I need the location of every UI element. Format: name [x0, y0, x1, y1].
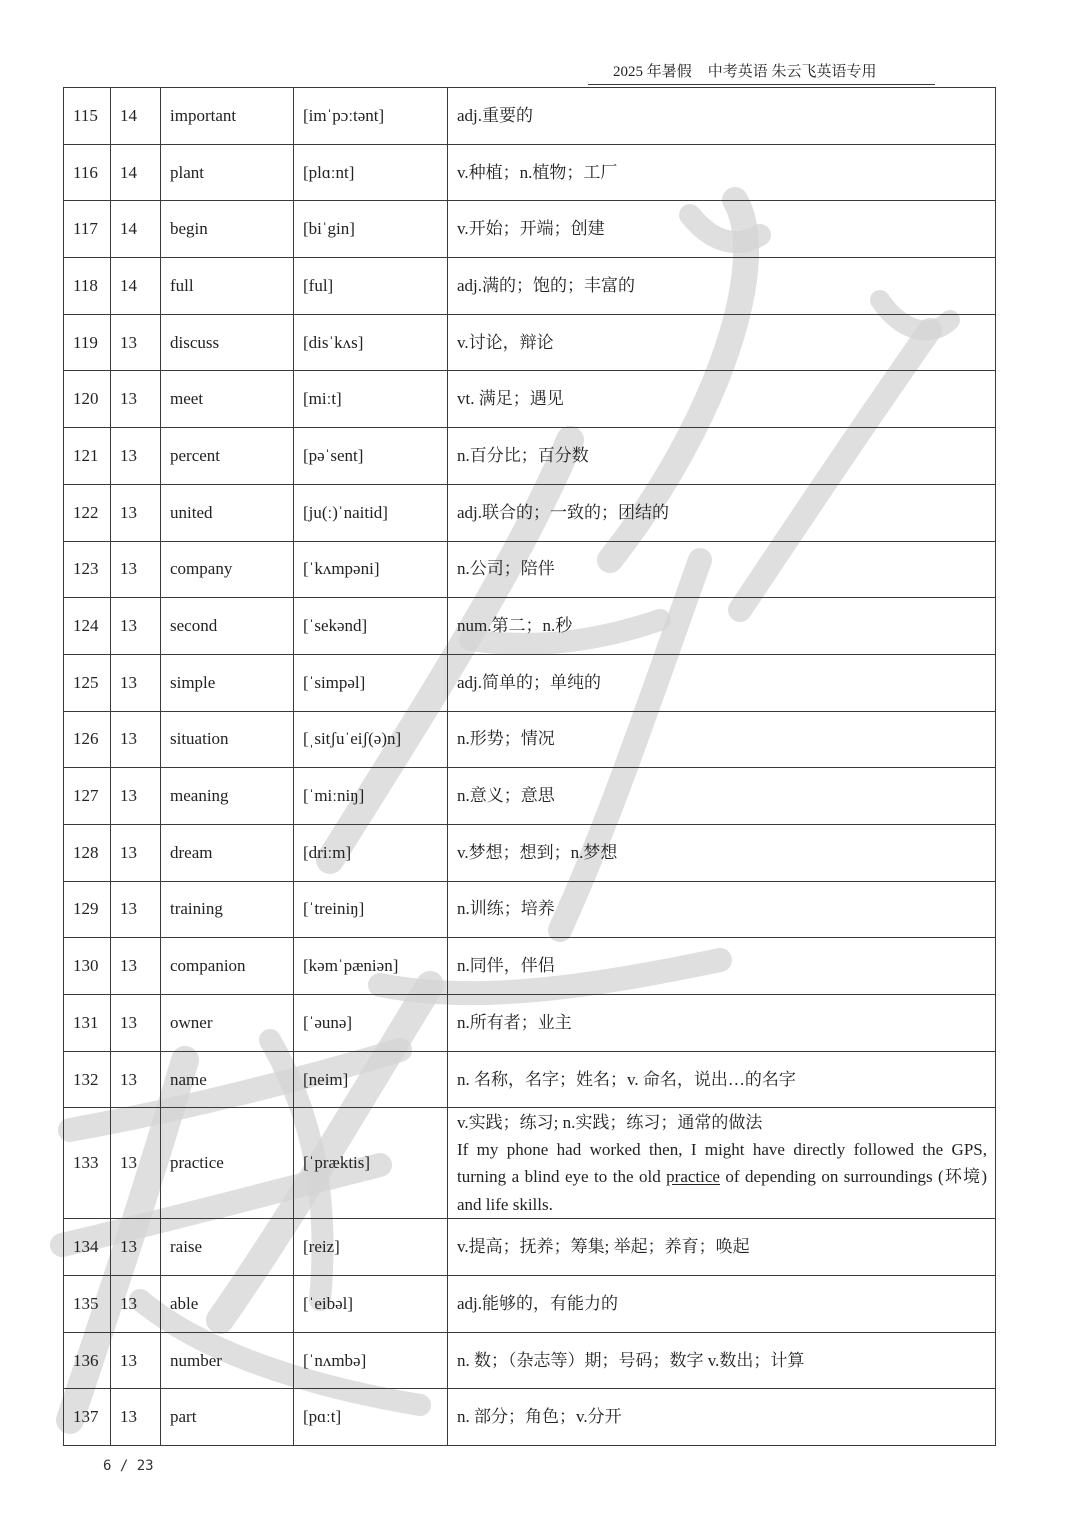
cell-word: dream: [161, 824, 294, 881]
table-row: [64, 881, 996, 938]
example-after: of depending on surroundings (环境) and life skills.: [457, 1167, 988, 1214]
cell-phonetic: [plɑːnt]: [294, 144, 448, 201]
cell-frequency: 13: [111, 995, 161, 1052]
cell-frequency: 14: [111, 258, 161, 315]
table-row: [64, 938, 996, 995]
header-term: 2025 年暑假: [613, 64, 692, 80]
cell-meaning: v.提高；抚养；筹集; 举起；养育；唤起: [448, 1219, 996, 1276]
cell-phonetic: [ˈeibəl]: [294, 1276, 448, 1333]
cell-meaning: n.公司；陪伴: [448, 541, 996, 598]
cell-meaning: adj.重要的: [448, 88, 996, 145]
cell-phonetic: [ˌsitʃuˈeiʃ(ə)n]: [294, 711, 448, 768]
table-row: [64, 1276, 996, 1333]
cell-phonetic: [ju(ː)ˈnaitid]: [294, 484, 448, 541]
cell-word: name: [161, 1051, 294, 1108]
table-row: [64, 144, 996, 201]
cell-phonetic: [ful]: [294, 258, 448, 315]
cell-word: united: [161, 484, 294, 541]
table-row: [64, 428, 996, 485]
cell-phonetic: [miːt]: [294, 371, 448, 428]
table-row: [64, 314, 996, 371]
cell-word: number: [161, 1332, 294, 1389]
table-row: [64, 1108, 996, 1219]
cell-word: able: [161, 1276, 294, 1333]
table-row: [64, 1051, 996, 1108]
table-row: [64, 541, 996, 598]
cell-meaning: n.意义；意思: [448, 768, 996, 825]
cell-frequency: 13: [111, 711, 161, 768]
cell-frequency: 13: [111, 654, 161, 711]
cell-frequency: 13: [111, 484, 161, 541]
example-sentence: [457, 1136, 987, 1218]
table-row: [64, 201, 996, 258]
cell-row-number: 134: [64, 1219, 111, 1276]
cell-phonetic: [pɑːt]: [294, 1389, 448, 1446]
cell-meaning: adj.联合的；一致的；团结的: [448, 484, 996, 541]
cell-frequency: 13: [111, 428, 161, 485]
cell-row-number: 122: [64, 484, 111, 541]
cell-word: meaning: [161, 768, 294, 825]
cell-meaning: n.所有者；业主: [448, 995, 996, 1052]
cell-row-number: 131: [64, 995, 111, 1052]
cell-meaning: v.种植；n.植物；工厂: [448, 144, 996, 201]
cell-row-number: 135: [64, 1276, 111, 1333]
cell-phonetic: [driːm]: [294, 824, 448, 881]
cell-phonetic: [ˈtreiniŋ]: [294, 881, 448, 938]
cell-word: raise: [161, 1219, 294, 1276]
cell-word: company: [161, 541, 294, 598]
table-row: [64, 711, 996, 768]
cell-frequency: 14: [111, 144, 161, 201]
cell-frequency: 13: [111, 371, 161, 428]
cell-row-number: 116: [64, 144, 111, 201]
cell-meaning: v.讨论，辩论: [448, 314, 996, 371]
page-header: [613, 62, 877, 82]
cell-phonetic: [kəmˈpæniən]: [294, 938, 448, 995]
cell-row-number: 118: [64, 258, 111, 315]
table-row: [64, 258, 996, 315]
cell-meaning: n. 部分；角色；v.分开: [448, 1389, 996, 1446]
table-row: [64, 88, 996, 145]
table-row: [64, 484, 996, 541]
cell-word: second: [161, 598, 294, 655]
table-row: [64, 768, 996, 825]
cell-meaning: n.形势；情况: [448, 711, 996, 768]
cell-frequency: 14: [111, 88, 161, 145]
cell-word: companion: [161, 938, 294, 995]
table-row: [64, 371, 996, 428]
cell-meaning: adj.简单的；单纯的: [448, 654, 996, 711]
cell-row-number: 132: [64, 1051, 111, 1108]
meaning-text: v.实践；练习; n.实践；练习；通常的做法: [457, 1112, 763, 1132]
cell-meaning: vt. 满足；遇见: [448, 371, 996, 428]
cell-phonetic: [imˈpɔːtənt]: [294, 88, 448, 145]
cell-phonetic: [reiz]: [294, 1219, 448, 1276]
cell-phonetic: [ˈsekənd]: [294, 598, 448, 655]
cell-phonetic: [ˈpræktis]: [294, 1108, 448, 1219]
cell-row-number: 130: [64, 938, 111, 995]
cell-row-number: 124: [64, 598, 111, 655]
table-row: [64, 1219, 996, 1276]
cell-phonetic: [pəˈsent]: [294, 428, 448, 485]
cell-phonetic: [ˈəunə]: [294, 995, 448, 1052]
cell-word: part: [161, 1389, 294, 1446]
cell-row-number: 133: [64, 1108, 111, 1219]
cell-frequency: 13: [111, 768, 161, 825]
cell-frequency: 13: [111, 1219, 161, 1276]
cell-word: important: [161, 88, 294, 145]
cell-row-number: 115: [64, 88, 111, 145]
cell-row-number: 123: [64, 541, 111, 598]
cell-row-number: 125: [64, 654, 111, 711]
cell-meaning: adj.满的；饱的；丰富的: [448, 258, 996, 315]
page-number: 6 / 23: [103, 1458, 154, 1474]
cell-meaning: [448, 1108, 996, 1219]
cell-phonetic: [ˈnʌmbə]: [294, 1332, 448, 1389]
cell-meaning: v.开始；开端；创建: [448, 201, 996, 258]
cell-word: plant: [161, 144, 294, 201]
cell-row-number: 117: [64, 201, 111, 258]
cell-row-number: 137: [64, 1389, 111, 1446]
table-row: [64, 824, 996, 881]
cell-meaning: adj.能够的，有能力的: [448, 1276, 996, 1333]
cell-phonetic: [ˈmiːniŋ]: [294, 768, 448, 825]
cell-frequency: 13: [111, 1389, 161, 1446]
example-before: If my phone had worked then, I might have directly followed the GPS, turning a blind eye to the old: [457, 1140, 987, 1187]
cell-word: full: [161, 258, 294, 315]
cell-word: situation: [161, 711, 294, 768]
cell-frequency: 13: [111, 314, 161, 371]
cell-phonetic: [disˈkʌs]: [294, 314, 448, 371]
cell-phonetic: [ˈkʌmpəni]: [294, 541, 448, 598]
cell-frequency: 14: [111, 201, 161, 258]
cell-frequency: 13: [111, 881, 161, 938]
cell-meaning: n.训练；培养: [448, 881, 996, 938]
cell-row-number: 136: [64, 1332, 111, 1389]
header-rule: [588, 84, 935, 85]
cell-word: begin: [161, 201, 294, 258]
cell-meaning: v.梦想；想到；n.梦想: [448, 824, 996, 881]
cell-word: discuss: [161, 314, 294, 371]
cell-row-number: 126: [64, 711, 111, 768]
cell-frequency: 13: [111, 1332, 161, 1389]
cell-row-number: 127: [64, 768, 111, 825]
cell-row-number: 120: [64, 371, 111, 428]
cell-word: owner: [161, 995, 294, 1052]
cell-phonetic: [ˈsimpəl]: [294, 654, 448, 711]
table-row: [64, 598, 996, 655]
cell-phonetic: [biˈgin]: [294, 201, 448, 258]
cell-meaning: num.第二；n.秒: [448, 598, 996, 655]
cell-meaning: n. 名称，名字；姓名；v. 命名，说出…的名字: [448, 1051, 996, 1108]
cell-meaning: n.百分比；百分数: [448, 428, 996, 485]
vocabulary-table-body: [64, 88, 996, 1446]
example-underlined: practice: [666, 1167, 720, 1187]
cell-frequency: 13: [111, 1108, 161, 1219]
cell-word: training: [161, 881, 294, 938]
header-title: 中考英语 朱云飞英语专用: [707, 64, 877, 80]
cell-word: meet: [161, 371, 294, 428]
table-row: [64, 1389, 996, 1446]
cell-word: percent: [161, 428, 294, 485]
cell-row-number: 128: [64, 824, 111, 881]
cell-meaning: n. 数；（杂志等）期；号码；数字 v.数出；计算: [448, 1332, 996, 1389]
cell-frequency: 13: [111, 938, 161, 995]
cell-phonetic: [neim]: [294, 1051, 448, 1108]
cell-frequency: 13: [111, 1051, 161, 1108]
cell-row-number: 119: [64, 314, 111, 371]
cell-row-number: 129: [64, 881, 111, 938]
cell-meaning: n.同伴，伴侣: [448, 938, 996, 995]
cell-word: practice: [161, 1108, 294, 1219]
table-row: [64, 1332, 996, 1389]
table-row: [64, 995, 996, 1052]
cell-word: simple: [161, 654, 294, 711]
cell-frequency: 13: [111, 541, 161, 598]
cell-frequency: 13: [111, 598, 161, 655]
vocabulary-table: [63, 87, 996, 1446]
cell-row-number: 121: [64, 428, 111, 485]
cell-frequency: 13: [111, 1276, 161, 1333]
cell-frequency: 13: [111, 824, 161, 881]
table-row: [64, 654, 996, 711]
